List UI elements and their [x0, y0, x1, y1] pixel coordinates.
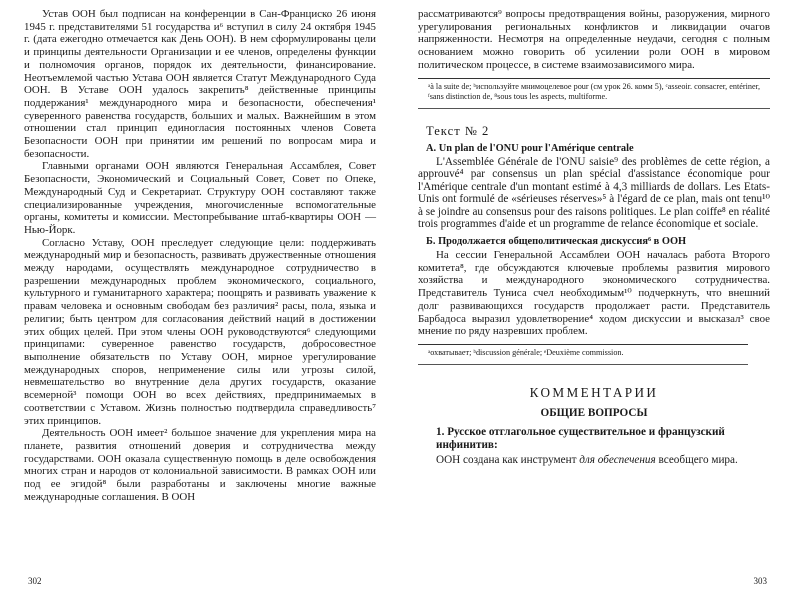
subsection-heading: Б. Продолжается общеполитическая дискуссия⁶ в ООН — [426, 236, 687, 248]
left-text-column — [24, 8, 376, 503]
example-italic: для обеспечения — [579, 454, 656, 467]
example-suffix: всеобщего мира. — [655, 454, 738, 467]
footnote-divider — [418, 108, 770, 109]
page-number: 302 — [28, 576, 42, 586]
footnote: ᵃохватывает; ᵇdiscussion générale; ᵉDeuxième commission. — [428, 348, 624, 357]
text-title: Текст № 2 — [426, 123, 490, 138]
footnote-divider — [418, 344, 748, 345]
paragraph: Согласно Уставу, ООН преследует следующие цели: поддерживать международный мир и безопасность, развивать дружественные отношения между народами, осуществлять международное сотрудничество в разрешении международных проблем экономического, социального, культурного и гуманитарного характера; поощрять и развивать уважение к правам человека и основным свободам без различия² расы, пола, языка и религии; быть центром для согласования действий наций в достижении этих общих целей. При этом члены ООН руководствуются⁶ следующими принципами: суверенное равенство государств, добросовестное выполнение обязательств по Уставу ООН, мирное урегулирование международных споров, неприменение силы или угрозы силой, невмешательство во внутренние дела других государств, оказание всемерной³ помощи ООН во всех действиях, предпринимаемых в соответствии с Уставом. Жизнь полностью подтвердила справедливость⁷ этих принципов. — [24, 236, 376, 427]
footnote-divider — [418, 364, 748, 365]
paragraph: Деятельность ООН имеет² большое значение для укрепления мира на планете, развития отношений доверия и сотрудничества между государствами. ООН оказала существенную помощь в деле освобождения многих стран и народов от колониальной зависимости. В рамках ООН или под ее эгидой⁸ были разработаны и заключены многие важные международные соглашения. В ООН — [24, 427, 376, 503]
rule-heading: 1. Русское отглагольное существительное и французский инфинитив: — [436, 426, 725, 451]
subsection-heading: A. Un plan de l'ONU pour l'Amérique centrale — [426, 142, 634, 154]
paragraph: L'Assemblée Générale de l'ONU saisie⁹ des problèmes de cette région, a approuvé⁴ par consensus un plan spécial d'assistance économique pour l'Amérique centrale d'un montant estimé à 4,3 milliards de dollars. Les Etats-Unis ont formulé de «sérieuses réserves»⁵ à l'égard de ce plan, mais ont tenu¹⁰ à se joindre au consensus pour des raisons politiques. Le plan coiffe⁸ en réalité trois programmes d'aide et un programme de relance économique et sociale. — [418, 155, 770, 231]
paragraph: Главными органами ООН являются Генеральная Ассамблея, Совет Безопасности, Экономический и Социальный Совет, Совет по Опеке, Международный Суд и Секретариат. Структуру ООН составляют также специализированные учреждения, многочисленные вспомогательные органы, комитеты и комиссии. Местопребывание штаб-квартиры ООН — Нью-Йорк. — [24, 160, 376, 236]
section-subtitle: ОБЩИЕ ВОПРОСЫ — [540, 407, 648, 419]
section-title: КОММЕНТАРИИ — [529, 385, 659, 400]
left-page — [0, 0, 396, 600]
page-number: 303 — [753, 576, 767, 586]
footnote: ᵃà la suite de; ᵇиспользуйте мнимоцелевое pour (см урок 26. комм 5), ᶜasseoir. consacrer, entériner, ᶠsans distinction de, ⁸sous tous les aspects, multiforme. — [428, 81, 761, 101]
right-page — [396, 0, 793, 600]
example-sentence — [418, 454, 770, 466]
paragraph: На сессии Генеральной Ассамблеи ООН началась работа Второго комитета⁸, где обсуждаются ключевые проблемы развития мирового хозяйства и международного экономического сотрудничества. Представитель Туниса счел необходимым¹⁰ подчеркнуть, что внешний долг развивающихся государств продолжает расти. Представитель Барбадоса выразил удовлетворение⁴ ходом дискуссии и высказал³ свое мнение по ряду назревших проблем. — [418, 249, 770, 338]
paragraph: рассматриваются⁹ вопросы предотвращения войны, разоружения, мирного урегулирования региональных конфликтов и ликвидации очагов напряженности. Несмотря на определенные неудачи, сегодня с полным основанием можно говорить об усилении роли ООН в мировом политическом процессе, в системе взаимозависимого мира. — [418, 8, 770, 71]
paragraph: Устав ООН был подписан на конференции в Сан-Франциско 26 июня 1945 г. представителями 51 государства и⁶ вступил в силу 24 октября 1945 г. (дата ежегодно отмечается как День ООН). В нем сформулированы цели и принципы деятельности Организации и ее членов, определены функции и полномочия органов, порядок их деятельности, финансирование. Неотъемлемой частью Устава ООН является Статут Международного Суда ООН. В Уставе ООН удалось закрепить⁸ действенные принципы поддержания¹ международного мира и безопасности, обеспечения¹ суверенного равенства государств, больших и малых. Важнейшим в этом отношении стал принцип единогласия постоянных членов Совета Безопасности ООН при принятии им решений по вопросам мира и безопасности. — [24, 8, 376, 160]
footnote-divider — [418, 78, 770, 79]
example-prefix: ООН создана как инструмент — [436, 454, 580, 467]
right-text-column — [418, 8, 770, 466]
